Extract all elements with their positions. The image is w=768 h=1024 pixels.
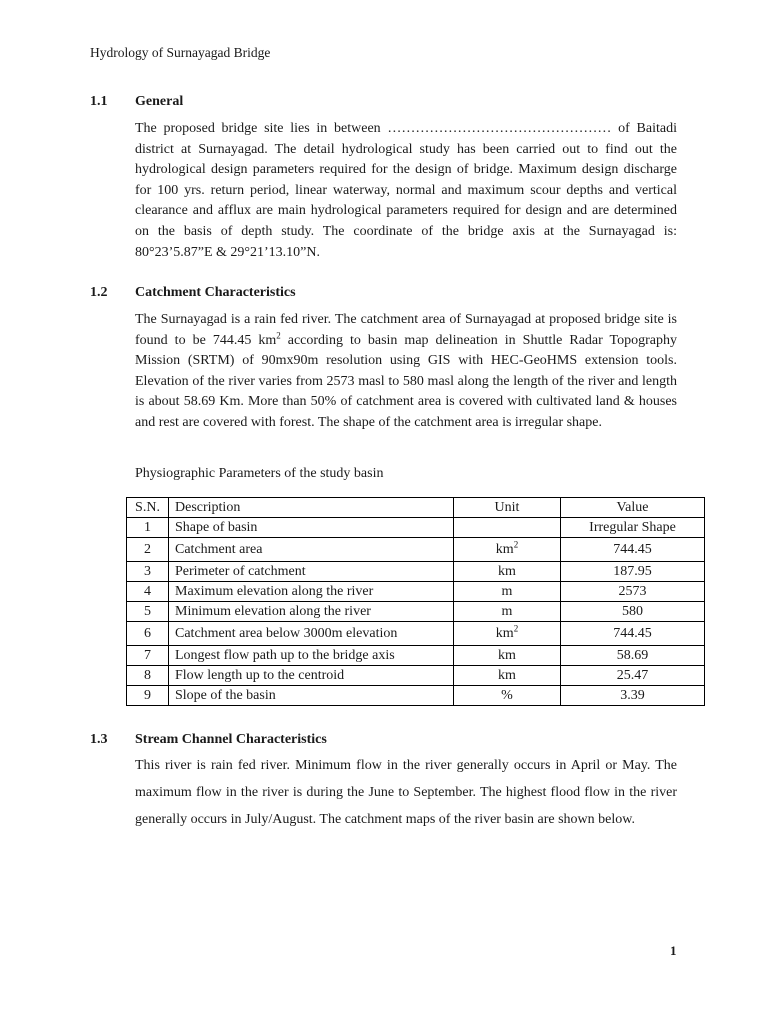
cell-unit <box>454 562 561 582</box>
cell-unit <box>454 582 561 602</box>
section-title: Stream Channel Characteristics <box>135 732 327 747</box>
section-heading-stream-channel <box>90 732 327 748</box>
cell-value: 3.39 <box>561 686 705 706</box>
table-row <box>127 562 705 582</box>
cell-sn: 2 <box>127 538 169 562</box>
cell-value: 580 <box>561 602 705 622</box>
cell-description: Catchment area below 3000m elevation <box>169 622 454 646</box>
cell-description: Perimeter of catchment <box>169 562 454 582</box>
table-row <box>127 582 705 602</box>
catchment-text-end: according to basin map delineation in Shuttle Radar Topography Mission (SRTM) of 90mx90m resolution using GIS with HEC-GeoHMS extension tools. Elevation of the river varies from 2573 masl to 580 masl along the length of the river and length is about 58.69 Km. More than 50% of catchment area is covered with cultivated land & houses and rest are covered with forest. The shape of the catchment area is irregular shape. <box>135 332 678 430</box>
header-unit: Unit <box>454 498 561 518</box>
catchment-text-start: The Surnayagad is a rain fed river. The catchment area of Surnayagad at proposed bridge site is found to be 744.45 km <box>135 312 677 348</box>
cell-description: Minimum elevation along the river <box>169 602 454 622</box>
cell-description: Maximum elevation along the river <box>169 582 454 602</box>
unit-text: km <box>495 541 514 557</box>
table-row <box>127 538 705 562</box>
physiographic-parameters-table <box>126 497 705 706</box>
section-number: 1.2 <box>90 285 108 300</box>
table-caption: Physiographic Parameters of the study basin <box>135 466 384 481</box>
running-header: Hydrology of Surnayagad Bridge <box>90 45 271 60</box>
cell-unit <box>454 538 561 562</box>
cell-description: Shape of basin <box>169 518 454 538</box>
general-paragraph: The proposed bridge site lies in between ………………………………………… of Baitadi district at Surnayagad. The detail hydrological study has been carried out to find out the hydrological design parameters required for the design of bridge. Maximum design discharge for 100 yrs. return period, linear waterway, normal and maximum scour depths and vertical clearance and afflux are main hydrological parameters required for design and are determined on the basis of depth study. The coordinate of the bridge axis at the Surnayagad is: 80°23’5.87”E & 29°21’13.10”N. <box>135 121 677 260</box>
table-row <box>127 646 705 666</box>
cell-description: Longest flow path up to the bridge axis <box>169 646 454 666</box>
header-value: Value <box>561 498 705 518</box>
unit-text: m <box>501 603 513 619</box>
cell-unit <box>454 666 561 686</box>
cell-sn: 9 <box>127 686 169 706</box>
cell-description: Flow length up to the centroid <box>169 666 454 686</box>
cell-sn: 4 <box>127 582 169 602</box>
cell-description: Catchment area <box>169 538 454 562</box>
page-number: 1 <box>670 943 677 958</box>
table-row <box>127 518 705 538</box>
cell-value: 25.47 <box>561 666 705 686</box>
catchment-paragraph <box>135 310 677 434</box>
cell-value: 744.45 <box>561 538 705 562</box>
cell-unit <box>454 646 561 666</box>
section-heading-general <box>90 94 183 110</box>
table-row <box>127 666 705 686</box>
table-header-row <box>127 498 705 518</box>
unit-text: km <box>495 625 514 641</box>
stream-channel-paragraph: This river is rain fed river. Minimum flow in the river generally occurs in April or May. The maximum flow in the river is during the June to September. The highest flood flow in the river generally occurs in July/August. The catchment maps of the river basin are shown below. <box>135 758 677 827</box>
cell-sn: 8 <box>127 666 169 686</box>
unit-text: m <box>501 583 513 599</box>
header-description: Description <box>169 498 454 518</box>
cell-description: Slope of the basin <box>169 686 454 706</box>
cell-value: 744.45 <box>561 622 705 646</box>
cell-sn: 5 <box>127 602 169 622</box>
cell-sn: 7 <box>127 646 169 666</box>
cell-value: Irregular Shape <box>561 518 705 538</box>
section-heading-catchment <box>90 285 296 301</box>
cell-value: 58.69 <box>561 646 705 666</box>
unit-text: km <box>498 667 516 683</box>
cell-unit <box>454 602 561 622</box>
table-row <box>127 622 705 646</box>
cell-unit <box>454 686 561 706</box>
section-title: General <box>135 94 184 109</box>
unit-text: km <box>498 647 516 663</box>
section-number: 1.3 <box>90 732 108 747</box>
table-row <box>127 602 705 622</box>
cell-sn: 6 <box>127 622 169 646</box>
unit-text: km <box>498 563 516 579</box>
superscript: 2 <box>276 329 281 340</box>
cell-value: 187.95 <box>561 562 705 582</box>
cell-sn: 3 <box>127 562 169 582</box>
unit-text: % <box>501 687 513 703</box>
cell-sn: 1 <box>127 518 169 538</box>
unit-superscript: 2 <box>513 622 519 633</box>
cell-unit <box>454 622 561 646</box>
cell-value: 2573 <box>561 582 705 602</box>
section-number: 1.1 <box>90 94 108 109</box>
header-sn: S.N. <box>127 498 169 518</box>
section-title: Catchment Characteristics <box>135 285 296 300</box>
table-row <box>127 686 705 706</box>
cell-unit <box>454 518 561 538</box>
unit-superscript: 2 <box>513 538 519 549</box>
